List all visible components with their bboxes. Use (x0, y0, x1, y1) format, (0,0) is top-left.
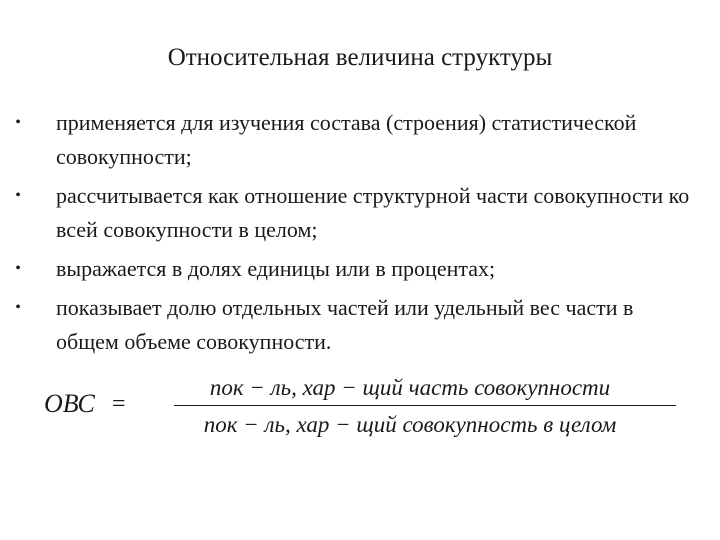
fraction-line (174, 405, 676, 406)
bullet-list (0, 106, 720, 364)
slide-title: Относительная величина структуры (167, 44, 553, 71)
bullet-item (0, 179, 720, 247)
bullet-text: применяется для изучения состава (строения) статистической совокупности; (56, 110, 637, 169)
formula-denominator: пок − ль, хар − щий совокупность в целом (203, 412, 617, 437)
bullet-item (0, 252, 720, 286)
formula-fraction (140, 376, 680, 438)
bullet-text: показывает долю отдельных частей или удельный вес части в общем объеме совокупности. (56, 295, 634, 354)
bullet-text: выражается в долях единицы или в процентах; (56, 256, 496, 281)
bullet-item (0, 106, 720, 174)
bullet-dot-icon: • (15, 260, 21, 277)
bullet-dot-icon: • (15, 187, 21, 204)
formula-numerator: пок − ль, хар − щий часть совокупности (209, 375, 611, 400)
formula-equals: = (112, 391, 126, 417)
bullet-item (0, 291, 720, 359)
formula (44, 376, 664, 446)
bullet-dot-icon: • (15, 299, 21, 316)
bullet-dot-icon: • (15, 114, 21, 131)
bullet-text: рассчитывается как отношение структурной части совокупности ко всей совокупности в целом; (56, 183, 690, 242)
formula-lhs: ОВС (44, 389, 95, 418)
